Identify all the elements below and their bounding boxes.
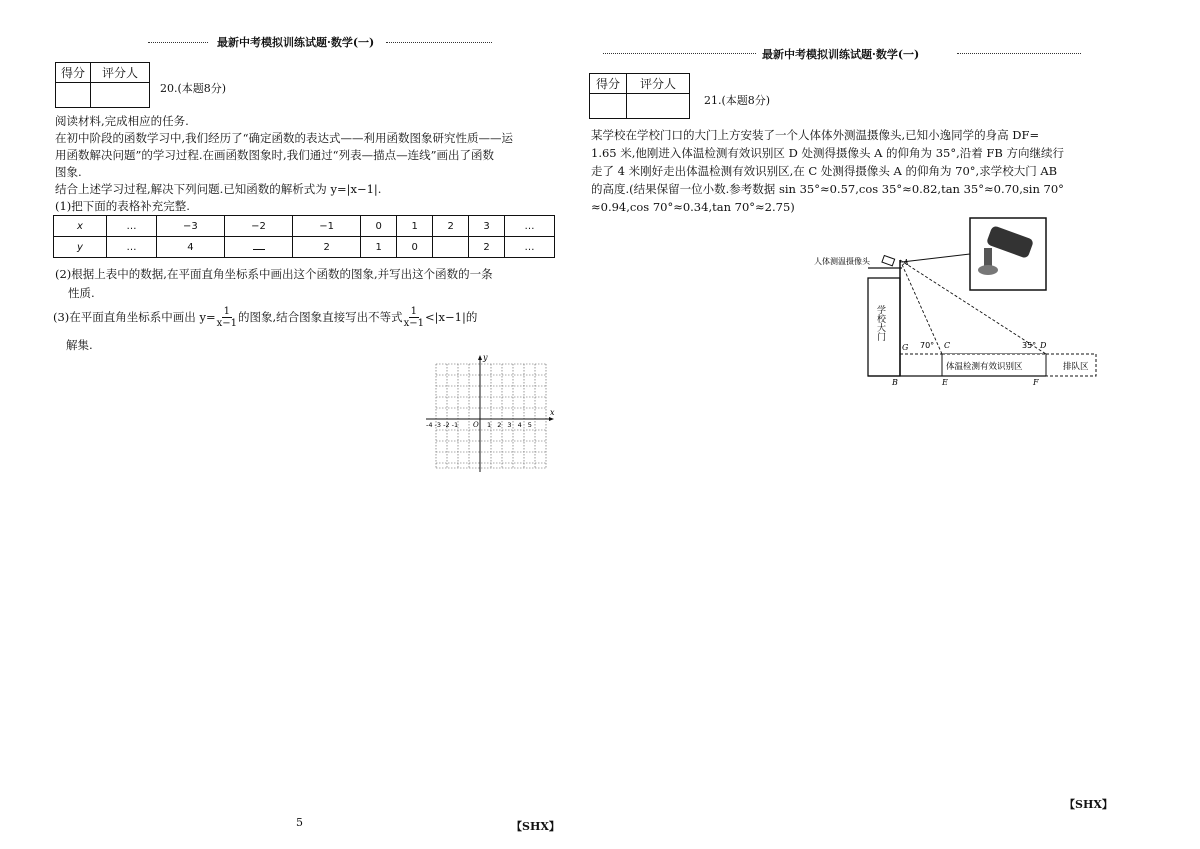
q20-line: 结合上述学习过程,解决下列问题.已知函数的解析式为 y=|x−1|. — [55, 182, 382, 196]
table-cell: 0 — [361, 216, 397, 237]
score-label: 得分 — [590, 74, 627, 94]
q20-text — [55, 113, 555, 215]
q20-line: 在初中阶段的函数学习中,我们经历了“确定函数的表达式——利用函数图象研究性质——运 — [55, 131, 514, 145]
angle-35: 35° — [1022, 341, 1037, 350]
q21-text — [591, 126, 1091, 216]
right-footer-tag: 【SHX】 — [1064, 798, 1113, 811]
q21-line: 1.65 米,他刚进入体温检测有效识别区 D 处测得摄像头 A 的仰角为 35°,沿着 FB 方向继续行 — [591, 146, 1064, 160]
right-page-header: 最新中考模拟训练试题·数学(一) — [762, 48, 920, 61]
coordinate-grid — [420, 352, 560, 477]
grid-pos-ticks: 1 2 3 4 5 — [487, 421, 534, 429]
grid-origin: O — [473, 421, 479, 429]
table-cell: 2 — [293, 237, 361, 258]
table-cell: 1 — [397, 216, 433, 237]
grid-neg-ticks: -4 -3 -2 -1 — [426, 421, 459, 429]
grader-label: 评分人 — [91, 63, 150, 83]
q21-line: 的高度.(结果保留一位小数.参考数据 sin 35°≈0.57,cos 35°≈0.82,tan 35°≈0.70,sin 70° — [591, 182, 1064, 196]
table-cell: 2 — [433, 216, 469, 237]
frac-den: x−1 — [216, 318, 237, 329]
queue-label: 排队区 — [1063, 362, 1089, 372]
left-page-header: 最新中考模拟训练试题·数学(一) — [217, 36, 375, 49]
grid-x-label: x — [550, 408, 555, 417]
score-cell — [590, 94, 627, 119]
right-score-box — [589, 73, 690, 119]
table-row-x — [54, 216, 555, 237]
table-cell: … — [107, 237, 157, 258]
q20-part3-post: <|x−1|的 — [425, 310, 478, 324]
page-number: 5 — [296, 816, 303, 829]
grader-cell — [91, 83, 150, 108]
table-cell: … — [505, 216, 555, 237]
left-score-box — [55, 62, 150, 108]
right-header-rule-left — [603, 53, 756, 54]
table-cell: 3 — [469, 216, 505, 237]
q20-title: 20.(本题8分) — [160, 82, 227, 95]
left-header-rule-left — [148, 42, 208, 43]
left-header-rule-right — [386, 42, 492, 43]
table-cell: 4 — [156, 237, 224, 258]
table-cell: −3 — [156, 216, 224, 237]
q21-title: 21.(本题8分) — [704, 94, 771, 107]
q21-line: 走了 4 米刚好走出体温检测有效识别区,在 C 处测得摄像头 A 的仰角为 70°,求学校大门 AB — [591, 164, 1058, 178]
score-cell — [56, 83, 91, 108]
q20-line: 阅读材料,完成相应的任务. — [55, 114, 189, 128]
camera-photo-frame — [970, 218, 1046, 290]
q20-line: 用函数解决问题”的学习过程.在画函数图象时,我们通过“列表—描点—连线”画出了函数 — [55, 148, 494, 162]
grader-cell — [627, 94, 690, 119]
camera-mark — [882, 255, 895, 265]
point-F: F — [1033, 378, 1039, 387]
grader-label: 评分人 — [627, 74, 690, 94]
frac-num: 1 — [223, 306, 230, 317]
table-row-y — [54, 237, 555, 258]
frac-den: x−1 — [403, 318, 425, 329]
q20-line: (1)把下面的表格补充完整. — [55, 199, 190, 213]
q20-value-table — [53, 215, 555, 258]
left-footer-tag: 【SHX】 — [511, 820, 560, 833]
q20-line: 图象. — [55, 165, 82, 179]
table-cell: x — [54, 216, 107, 237]
angle-70: 70° — [920, 341, 935, 350]
point-C: C — [944, 341, 951, 350]
zone-label: 体温检测有效识别区 — [946, 362, 1023, 372]
table-cell: … — [107, 216, 157, 237]
table-cell: 1 — [361, 237, 397, 258]
gate-label: 学校大门 — [875, 305, 885, 341]
fraction-2 — [404, 306, 424, 329]
table-cell: 2 — [469, 237, 505, 258]
right-header-rule-right — [957, 53, 1081, 54]
table-cell-blank — [224, 237, 292, 258]
fraction-1 — [217, 306, 237, 329]
point-D: D — [1040, 341, 1047, 350]
q21-line: 某学校在学校门口的大门上方安装了一个人体体外测温摄像头,已知小逸同学的身高 DF= — [591, 128, 1040, 142]
q20-part3-pre: (3)在平面直角坐标系中画出 y= — [53, 310, 216, 324]
table-cell-blank — [433, 237, 469, 258]
camera-label: 人体测温摄像头 — [814, 257, 870, 266]
table-cell: 0 — [397, 237, 433, 258]
table-cell: y — [54, 237, 107, 258]
q20-part2: (2)根据上表中的数据,在平面直角坐标系中画出这个函数的图象,并写出这个函数的一条 — [55, 267, 493, 281]
point-E: E — [942, 378, 948, 387]
grid-y-label: y — [483, 353, 488, 362]
point-G: G — [902, 343, 909, 352]
table-cell: −2 — [224, 216, 292, 237]
q21-line: ≈0.94,cos 70°≈0.34,tan 70°≈2.75) — [591, 200, 795, 214]
table-cell: −1 — [293, 216, 361, 237]
q20-part3 — [53, 306, 477, 329]
gate-diagram — [812, 210, 1102, 390]
point-B: B — [892, 378, 898, 387]
score-label: 得分 — [56, 63, 91, 83]
frac-num: 1 — [410, 306, 417, 317]
table-cell: … — [505, 237, 555, 258]
q20-part3b: 解集. — [66, 338, 93, 352]
q20-part2b: 性质. — [68, 286, 95, 300]
point-A: A — [903, 258, 909, 267]
q20-part3-mid: 的图象,结合图象直接写出不等式 — [237, 310, 403, 324]
